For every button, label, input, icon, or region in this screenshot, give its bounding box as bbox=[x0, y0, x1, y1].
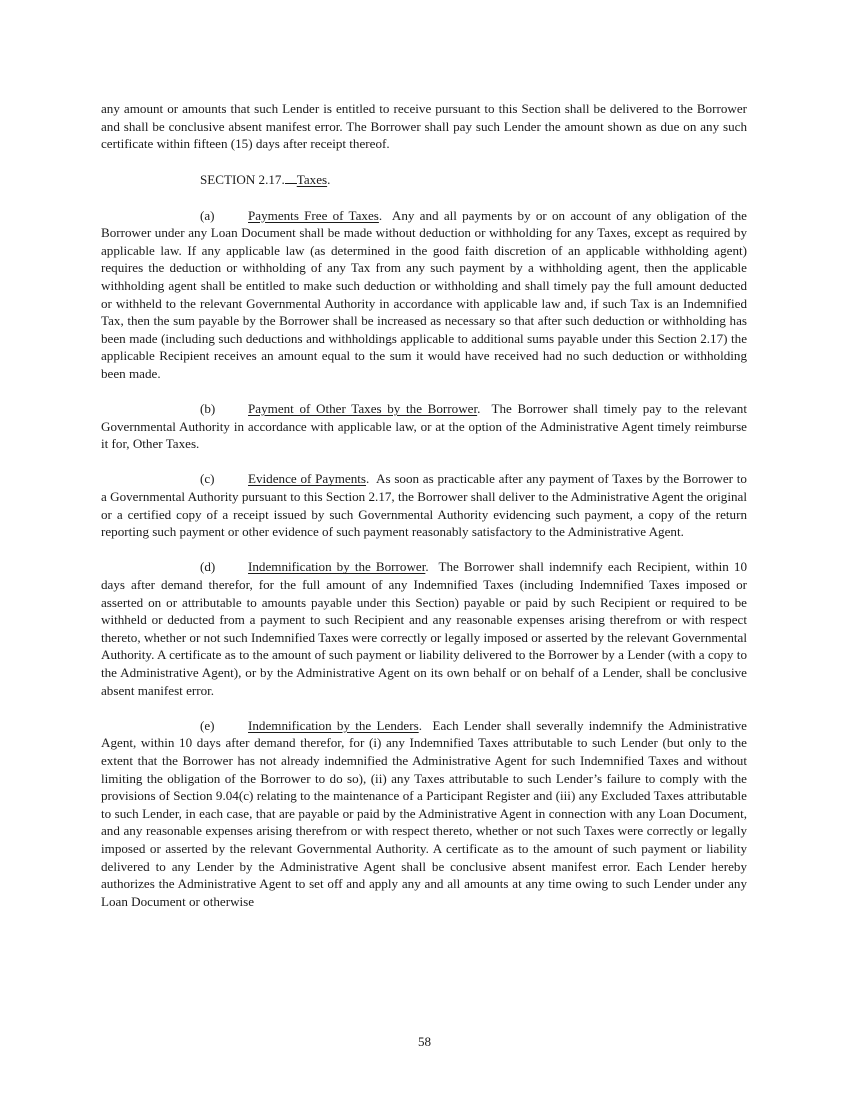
paragraph-label: (c) bbox=[200, 471, 215, 487]
paragraph-body: Any and all payments by or on account of any obligation of the Borrower under any Loan Document shall be made without deduction or withholding for any Taxes, except as required by applicable law. If any applicable law (as determined in the good faith discretion of an applicable withholding agent) requires the deduction or withholding of any Tax from any such payment by a withholding agent, then the applicable withholding agent shall be entitled to make such deduction or withholding and shall timely pay the full amount deducted or withheld to the relevant Governmental Authority in accordance with applicable law and, if such Tax is an Indemnified Tax, then the sum payable by the Borrower shall be increased as necessary so that after such deduction or withholding has been made (including such deductions and withholdings applicable to additional sums payable under this Section 2.17) the applicable Recipient receives an amount equal to the sum it would have received had no such deduction or withholding been made. bbox=[101, 207, 747, 381]
paragraph-heading: Indemnification by the Lenders bbox=[248, 717, 419, 733]
paragraph-heading: Evidence of Payments bbox=[248, 471, 367, 487]
heading-period: . bbox=[425, 559, 439, 575]
paragraph-heading: Payments Free of Taxes bbox=[248, 207, 379, 223]
paragraph-e bbox=[101, 717, 747, 911]
paragraph-label: (d) bbox=[200, 559, 216, 575]
heading-underline-gap bbox=[285, 170, 297, 184]
heading-period: . bbox=[418, 717, 433, 733]
paragraph-heading: Indemnification by the Borrower bbox=[248, 559, 426, 575]
paragraph-body: Each Lender shall severally indemnify the Administrative Agent, within 10 days after demand therefor, for (i) any Indemnified Taxes attributable to such Lender (but only to the extent that the Borrower has not already indemnified the Administrative Agent for such Indemnified Taxes and without limiting the obligation of the Borrower to do so), (ii) any Taxes attributable to such Lender’s failure to comply with the provisions of Section 9.04(c) relating to the maintenance of a Participant Register and (iii) any Excluded Taxes attributable to such Lender, in each case, that are payable or paid by the Administrative Agent in connection with any Loan Document, and any reasonable expenses arising therefrom or with respect thereto, whether or not such Taxes were correctly or legally imposed or asserted by the relevant Governmental Authority. A certificate as to the amount of such payment or liability delivered to any Lender by the Administrative Agent shall be conclusive absent manifest error. Each Lender hereby authorizes the Administrative Agent to set off and apply any and all amounts at any time owing to such Lender under any Loan Document or otherwise bbox=[101, 717, 747, 909]
continuation-paragraph: any amount or amounts that such Lender is entitled to receive pursuant to this Section shall be delivered to the Borrower and shall be conclusive absent manifest error. The Borrower shall pay such Lender the amount shown as due on any such certificate within fifteen (15) days after receipt thereof. bbox=[101, 101, 747, 152]
section-heading bbox=[200, 170, 747, 189]
page-number: 58 bbox=[417, 1034, 432, 1049]
section-number: SECTION 2.17. bbox=[200, 172, 285, 188]
paragraph-label: (b) bbox=[200, 401, 216, 417]
paragraph-heading: Payment of Other Taxes by the Borrower bbox=[248, 401, 478, 417]
paragraph-label: (e) bbox=[200, 717, 215, 733]
paragraph-body: As soon as practicable after any payment of Taxes by the Borrower to a Governmental Authority pursuant to this Section 2.17, the Borrower shall deliver to the Administrative Agent the original or a certified copy of a receipt issued by such Governmental Authority evidencing such payment, a copy of the return reporting such payment or other evidence of such payment reasonably satisfactory to the Administrative Agent. bbox=[101, 471, 747, 540]
heading-period: . bbox=[366, 471, 377, 487]
paragraph-body: The Borrower shall timely pay to the relevant Governmental Authority in accordance with applicable law, or at the option of the Administrative Agent timely reimburse it for, Other Taxes. bbox=[101, 401, 747, 452]
paragraph-d bbox=[101, 558, 747, 699]
heading-period: . bbox=[378, 207, 392, 223]
paragraph-body: The Borrower shall indemnify each Recipient, within 10 days after demand therefor, for the full amount of any Indemnified Taxes (including Indemnified Taxes imposed or asserted on or attributable to amounts payable under this Section) payable or paid by such Recipient or required to be withheld or deducted from a payment to such Recipient and any reasonable expenses arising therefrom or with respect thereto, whether or not such Indemnified Taxes were correctly or legally imposed or asserted by the relevant Governmental Authority. A certificate as to the amount of such payment or liability delivered to the Borrower by a Lender (with a copy to the Administrative Agent), or by the Administrative Agent on its own behalf or on behalf of a Lender, shall be conclusive absent manifest error. bbox=[101, 559, 747, 698]
heading-period: . bbox=[477, 401, 492, 417]
section-title: Taxes bbox=[296, 172, 328, 188]
document-page bbox=[101, 100, 747, 928]
paragraph-b bbox=[101, 400, 747, 453]
paragraph-c bbox=[101, 470, 747, 540]
paragraph-label: (a) bbox=[200, 207, 215, 223]
paragraph-a bbox=[101, 207, 747, 383]
section-title-period: . bbox=[327, 172, 331, 188]
